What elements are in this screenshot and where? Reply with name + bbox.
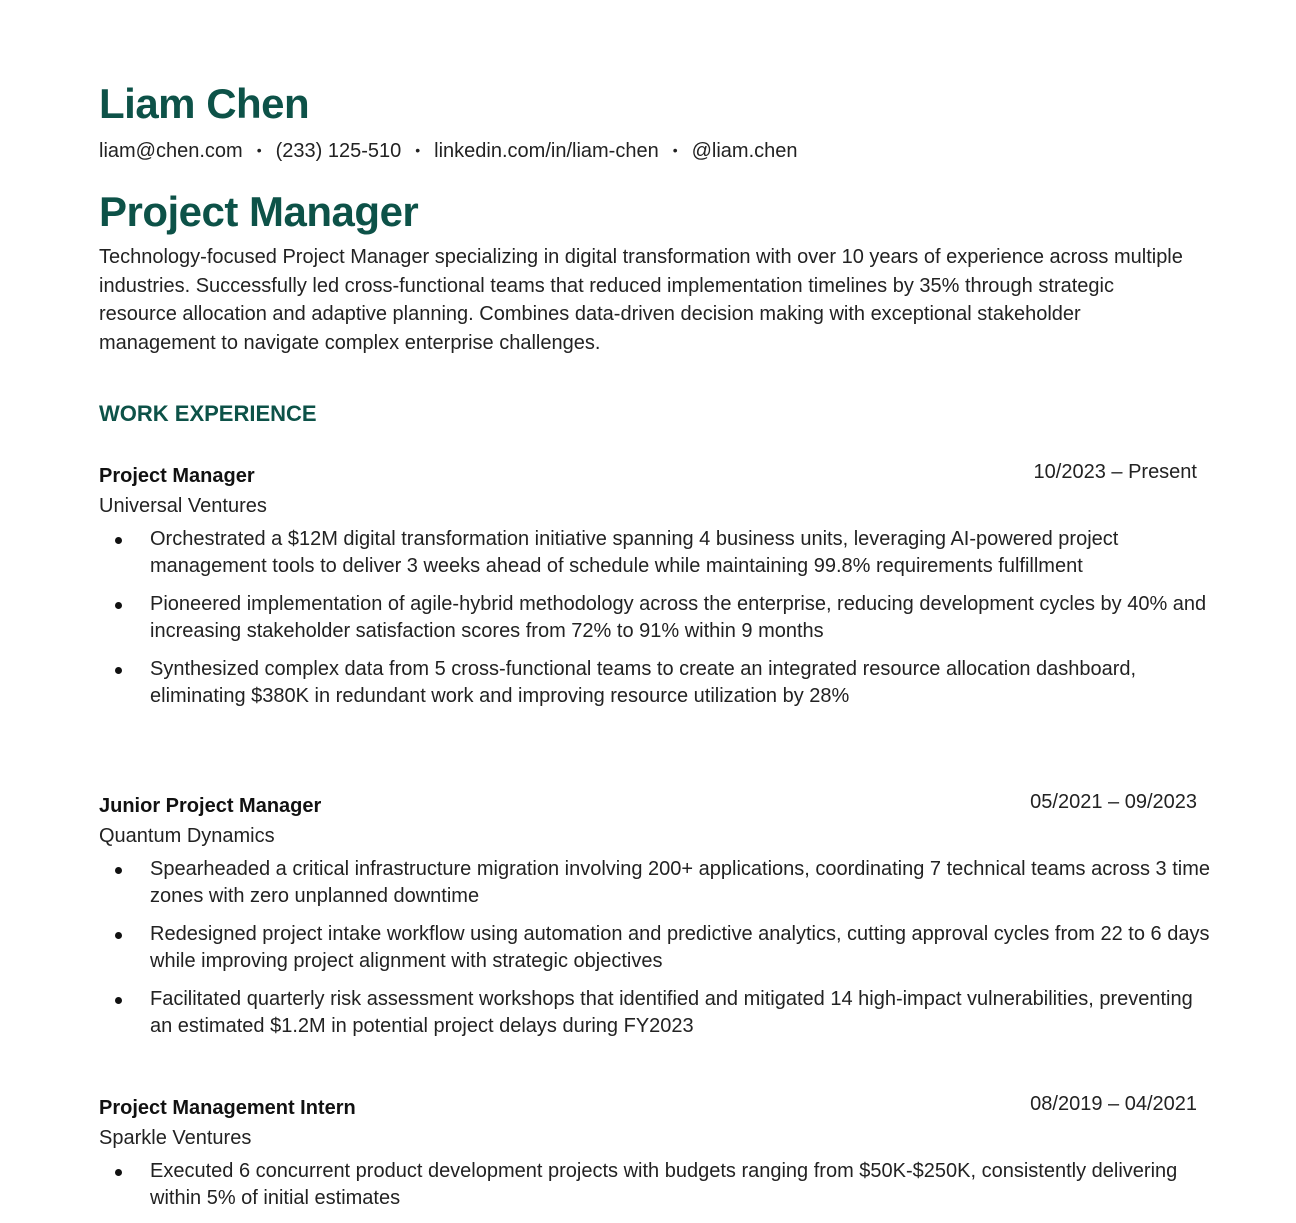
job-header [99, 462, 1197, 492]
separator-dot-icon: • [256, 142, 262, 158]
bullet-dot-icon [115, 602, 122, 609]
bullet-text: Orchestrated a $12M digital transformation initiative spanning 4 business units, leveraging AI-powered project management tools to deliver 3 weeks ahead of schedule while maintaining 99.8% requirements fulfillment [150, 528, 1119, 577]
contact-handle[interactable]: @liam.chen [691, 140, 798, 162]
bullet-item [99, 921, 1210, 974]
job-title: Project Manager [99, 465, 255, 487]
section-heading-work-experience: WORK EXPERIENCE [99, 401, 317, 426]
company-name: Universal Ventures [99, 495, 267, 517]
job-bullets [99, 1158, 1197, 1211]
contact-email[interactable]: liam@chen.com [99, 140, 243, 162]
bullet-dot-icon [115, 867, 122, 874]
job-dates: 08/2019 – 04/2021 [1030, 1093, 1197, 1115]
bullet-text: Pioneered implementation of agile-hybrid methodology across the enterprise, reducing development cycles by 40% and increasing stakeholder satisfaction scores from 72% to 91% within 9 months [150, 593, 1207, 642]
candidate-name: Liam Chen [99, 80, 310, 127]
bullet-dot-icon [115, 667, 122, 674]
company-name: Quantum Dynamics [99, 825, 275, 847]
job-title: Junior Project Manager [99, 795, 322, 817]
profile-summary: Technology-focused Project Manager specializing in digital transformation with over 10 years of experience across multiple industries. Successfully led cross-functional teams that reduced implementation timelines by 35% through strategic resource allocation and adaptive planning. Combines data-driven decision making with exceptional stakeholder management to navigate complex enterprise challenges. [99, 246, 1183, 354]
bullet-text: Spearheaded a critical infrastructure migration involving 200+ applications, coordinating 7 technical teams across 3 time zones with zero unplanned downtime [150, 858, 1211, 907]
job-title: Project Management Intern [99, 1097, 356, 1119]
bullet-item [99, 591, 1210, 644]
bullet-dot-icon [115, 1169, 122, 1176]
bullet-item [99, 656, 1210, 709]
bullet-dot-icon [115, 997, 122, 1004]
job-header [99, 792, 1197, 822]
job-dates: 05/2021 – 09/2023 [1030, 791, 1197, 813]
contact-line [99, 137, 798, 164]
bullet-item [99, 856, 1210, 909]
bullet-dot-icon [115, 537, 122, 544]
bullet-item [99, 986, 1210, 1039]
bullet-item [99, 526, 1210, 579]
bullet-item [99, 1158, 1210, 1211]
profile-title: Project Manager [99, 188, 419, 235]
bullet-text: Executed 6 concurrent product development projects with budgets ranging from $50K-$250K, consistently delivering within 5% of initial estimates [150, 1160, 1178, 1209]
separator-dot-icon: • [415, 142, 421, 158]
bullet-dot-icon [115, 932, 122, 939]
job-dates: 10/2023 – Present [1033, 461, 1197, 483]
job-header [99, 1094, 1197, 1124]
job-bullets [99, 526, 1207, 709]
contact-linkedin[interactable]: linkedin.com/in/liam-chen [434, 140, 659, 162]
bullet-text: Synthesized complex data from 5 cross-functional teams to create an integrated resource allocation dashboard, eliminating $380K in redundant work and improving resource utilization by 28% [150, 658, 1137, 707]
job-bullets [99, 856, 1211, 1039]
contact-phone[interactable]: (233) 125-510 [275, 140, 402, 162]
job-entry [99, 1094, 1197, 1223]
bullet-text: Redesigned project intake workflow using automation and predictive analytics, cutting approval cycles from 22 to 6 days while improving project alignment with strategic objectives [150, 923, 1210, 972]
separator-dot-icon: • [672, 142, 678, 158]
job-entry [99, 461, 1207, 721]
bullet-text: Facilitated quarterly risk assessment workshops that identified and mitigated 14 high-impact vulnerabilities, preventing an estimated $1.2M in potential project delays during FY2023 [150, 988, 1193, 1037]
job-entry [99, 791, 1211, 1051]
company-name: Sparkle Ventures [99, 1127, 252, 1149]
